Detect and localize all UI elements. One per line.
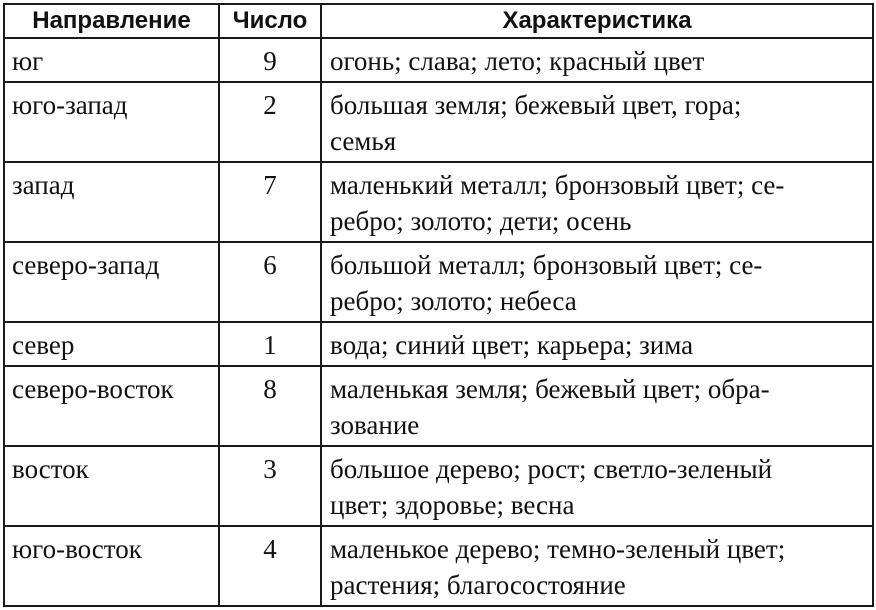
header-number: Число <box>219 4 321 38</box>
characteristic-line: маленькая земля; бежевый цвет; обра- <box>330 374 770 404</box>
direction-cell: северо-восток <box>4 366 219 446</box>
characteristic-line: большое дерево; рост; светло-зеленый <box>330 454 773 484</box>
number-cell: 2 <box>219 82 321 162</box>
characteristic-line: цвет; здоровье; весна <box>330 490 575 520</box>
characteristic-cell <box>321 366 873 446</box>
characteristic-cell <box>321 526 873 606</box>
direction-cell: запад <box>4 162 219 242</box>
table-row <box>4 446 873 526</box>
table-row <box>4 322 873 366</box>
table-row <box>4 162 873 242</box>
table-row <box>4 38 873 82</box>
characteristic-line: растения; благосостояние <box>330 570 626 600</box>
number-cell: 7 <box>219 162 321 242</box>
characteristic-cell <box>321 446 873 526</box>
characteristic-line: маленькое дерево; темно-зеленый цвет; <box>330 534 786 564</box>
characteristic-cell <box>321 162 873 242</box>
table-header-row <box>4 4 873 38</box>
characteristic-line: большой металл; бронзовый цвет; се- <box>330 250 763 280</box>
number-cell: 4 <box>219 526 321 606</box>
characteristic-line: ребро; золото; небеса <box>330 286 577 316</box>
characteristic-line: вода; синий цвет; карьера; зима <box>330 330 694 360</box>
characteristic-cell <box>321 38 873 82</box>
number-cell: 3 <box>219 446 321 526</box>
number-cell: 8 <box>219 366 321 446</box>
characteristic-cell <box>321 242 873 322</box>
direction-cell: юг <box>4 38 219 82</box>
characteristic-line: ребро; золото; дети; осень <box>330 206 632 236</box>
direction-cell: северо-запад <box>4 242 219 322</box>
characteristic-line: зование <box>330 410 420 440</box>
direction-cell: юго-восток <box>4 526 219 606</box>
directions-table <box>3 3 874 607</box>
characteristic-line: маленький металл; бронзовый цвет; се- <box>330 170 785 200</box>
characteristic-line: большая земля; бежевый цвет, гора; <box>330 90 742 120</box>
header-characteristic: Характеристика <box>321 4 873 38</box>
number-cell: 1 <box>219 322 321 366</box>
characteristic-cell <box>321 82 873 162</box>
header-direction: Направление <box>4 4 219 38</box>
direction-cell: север <box>4 322 219 366</box>
characteristic-line: семья <box>330 126 397 156</box>
table-row <box>4 366 873 446</box>
number-cell: 6 <box>219 242 321 322</box>
direction-cell: восток <box>4 446 219 526</box>
table-row <box>4 82 873 162</box>
number-cell: 9 <box>219 38 321 82</box>
direction-cell: юго-запад <box>4 82 219 162</box>
table-row <box>4 526 873 606</box>
characteristic-cell <box>321 322 873 366</box>
characteristic-line: огонь; слава; лето; красный цвет <box>330 46 705 76</box>
table-row <box>4 242 873 322</box>
